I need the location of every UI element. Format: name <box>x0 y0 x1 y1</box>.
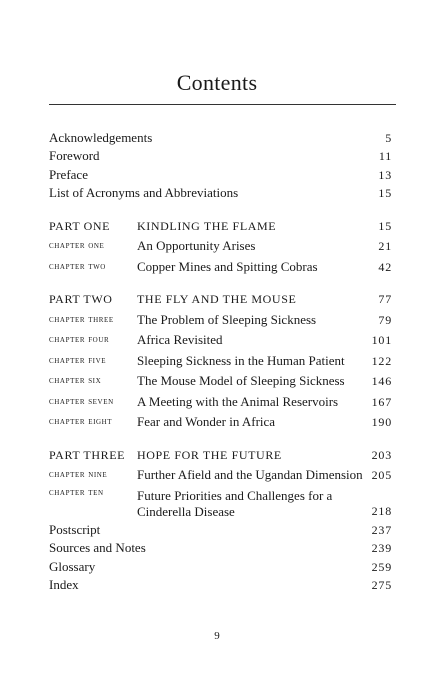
page-number: 9 <box>214 630 220 642</box>
toc-entry-back <box>49 539 392 558</box>
chapter-label: chapter six <box>49 375 102 386</box>
chapter-page: 122 <box>371 353 392 368</box>
entry-page: 237 <box>371 522 392 537</box>
entry-page: 259 <box>371 559 392 574</box>
chapter-title: A Meeting with the Animal Reservoirs <box>137 393 339 409</box>
entry-page: 5 <box>385 130 392 145</box>
toc-part <box>49 288 392 309</box>
chapter-title: An Opportunity Arises <box>137 238 256 253</box>
chapter-page: 146 <box>371 374 392 388</box>
entry-title: Preface <box>49 166 88 182</box>
chapter-title: The Problem of Sleeping Sickness <box>137 311 317 327</box>
chapter-label: chapter two <box>49 260 106 272</box>
part-title: KINDLING THE FLAME <box>137 218 277 233</box>
spacer <box>49 276 392 288</box>
entry-title: Postscript <box>49 521 101 537</box>
part-label: PART TWO <box>49 292 113 306</box>
toc-entry-front <box>49 128 392 147</box>
table-of-contents <box>49 128 392 594</box>
entry-page: 239 <box>371 541 392 555</box>
toc-chapter <box>49 235 392 256</box>
toc-chapter <box>49 464 392 485</box>
part-label: PART THREE <box>49 447 126 462</box>
chapter-label: chapter nine <box>49 469 108 480</box>
part-page: 15 <box>378 218 392 233</box>
chapter-label: chapter ten <box>49 487 104 498</box>
part-label: PART ONE <box>49 218 111 233</box>
toc-chapter <box>49 329 392 350</box>
chapter-page: 205 <box>371 468 392 482</box>
chapter-page: 218 <box>371 504 392 518</box>
entry-title: List of Acronyms and Abbreviations <box>49 185 239 200</box>
chapter-page: 21 <box>378 239 392 253</box>
entry-title: Sources and Notes <box>49 540 146 555</box>
title-rule <box>49 104 396 105</box>
toc-entry-back <box>49 520 392 539</box>
toc-chapter <box>49 308 392 329</box>
toc-part <box>49 443 392 464</box>
toc-chapter <box>49 484 392 520</box>
part-title: HOPE FOR THE FUTURE <box>137 447 282 462</box>
chapter-title: The Mouse Model of Sleeping Sickness <box>137 373 345 388</box>
entry-title: Foreword <box>49 148 100 163</box>
chapter-title: Further Afield and the Ugandan Dimension <box>137 467 363 482</box>
toc-chapter <box>49 255 392 276</box>
chapter-title: Copper Mines and Spitting Cobras <box>137 258 318 274</box>
part-page: 203 <box>371 447 392 462</box>
chapter-title: Future Priorities and Challenges for a Cinderella Disease <box>137 488 333 519</box>
entry-page: 275 <box>371 578 392 592</box>
toc-entry-back <box>49 576 392 595</box>
chapter-label: chapter four <box>49 334 110 345</box>
chapter-title: Africa Revisited <box>137 332 223 347</box>
toc-entry-front <box>49 147 392 166</box>
entry-title: Index <box>49 577 79 592</box>
chapter-label: chapter three <box>49 313 114 325</box>
chapter-title: Sleeping Sickness in the Human Patient <box>137 352 345 368</box>
chapter-page: 79 <box>378 312 392 327</box>
toc-entry-front <box>49 165 392 184</box>
toc-chapter <box>49 370 392 391</box>
chapter-page: 167 <box>371 394 392 409</box>
chapter-label: chapter one <box>49 240 105 251</box>
spacer <box>49 431 392 443</box>
toc-entry-front <box>49 184 392 203</box>
toc-part <box>49 214 392 235</box>
entry-title: Acknowledgements <box>49 129 153 145</box>
toc-chapter <box>49 349 392 370</box>
toc-chapter <box>49 411 392 432</box>
chapter-page: 190 <box>371 415 392 429</box>
entry-page: 13 <box>378 167 392 182</box>
chapter-label: chapter five <box>49 354 107 366</box>
chapter-label: chapter eight <box>49 416 113 427</box>
chapter-page: 101 <box>371 333 392 347</box>
chapter-label: chapter seven <box>49 395 114 407</box>
toc-entry-back <box>49 557 392 576</box>
chapter-page: 42 <box>378 259 392 274</box>
part-page: 77 <box>378 292 392 306</box>
entry-page: 15 <box>378 186 392 200</box>
spacer <box>49 202 392 214</box>
entry-page: 11 <box>378 149 392 163</box>
page-title: Contents <box>176 70 258 95</box>
part-title: THE FLY AND THE MOUSE <box>137 292 297 306</box>
toc-chapter <box>49 390 392 411</box>
chapter-title: Fear and Wonder in Africa <box>137 414 276 429</box>
entry-title: Glossary <box>49 558 96 574</box>
